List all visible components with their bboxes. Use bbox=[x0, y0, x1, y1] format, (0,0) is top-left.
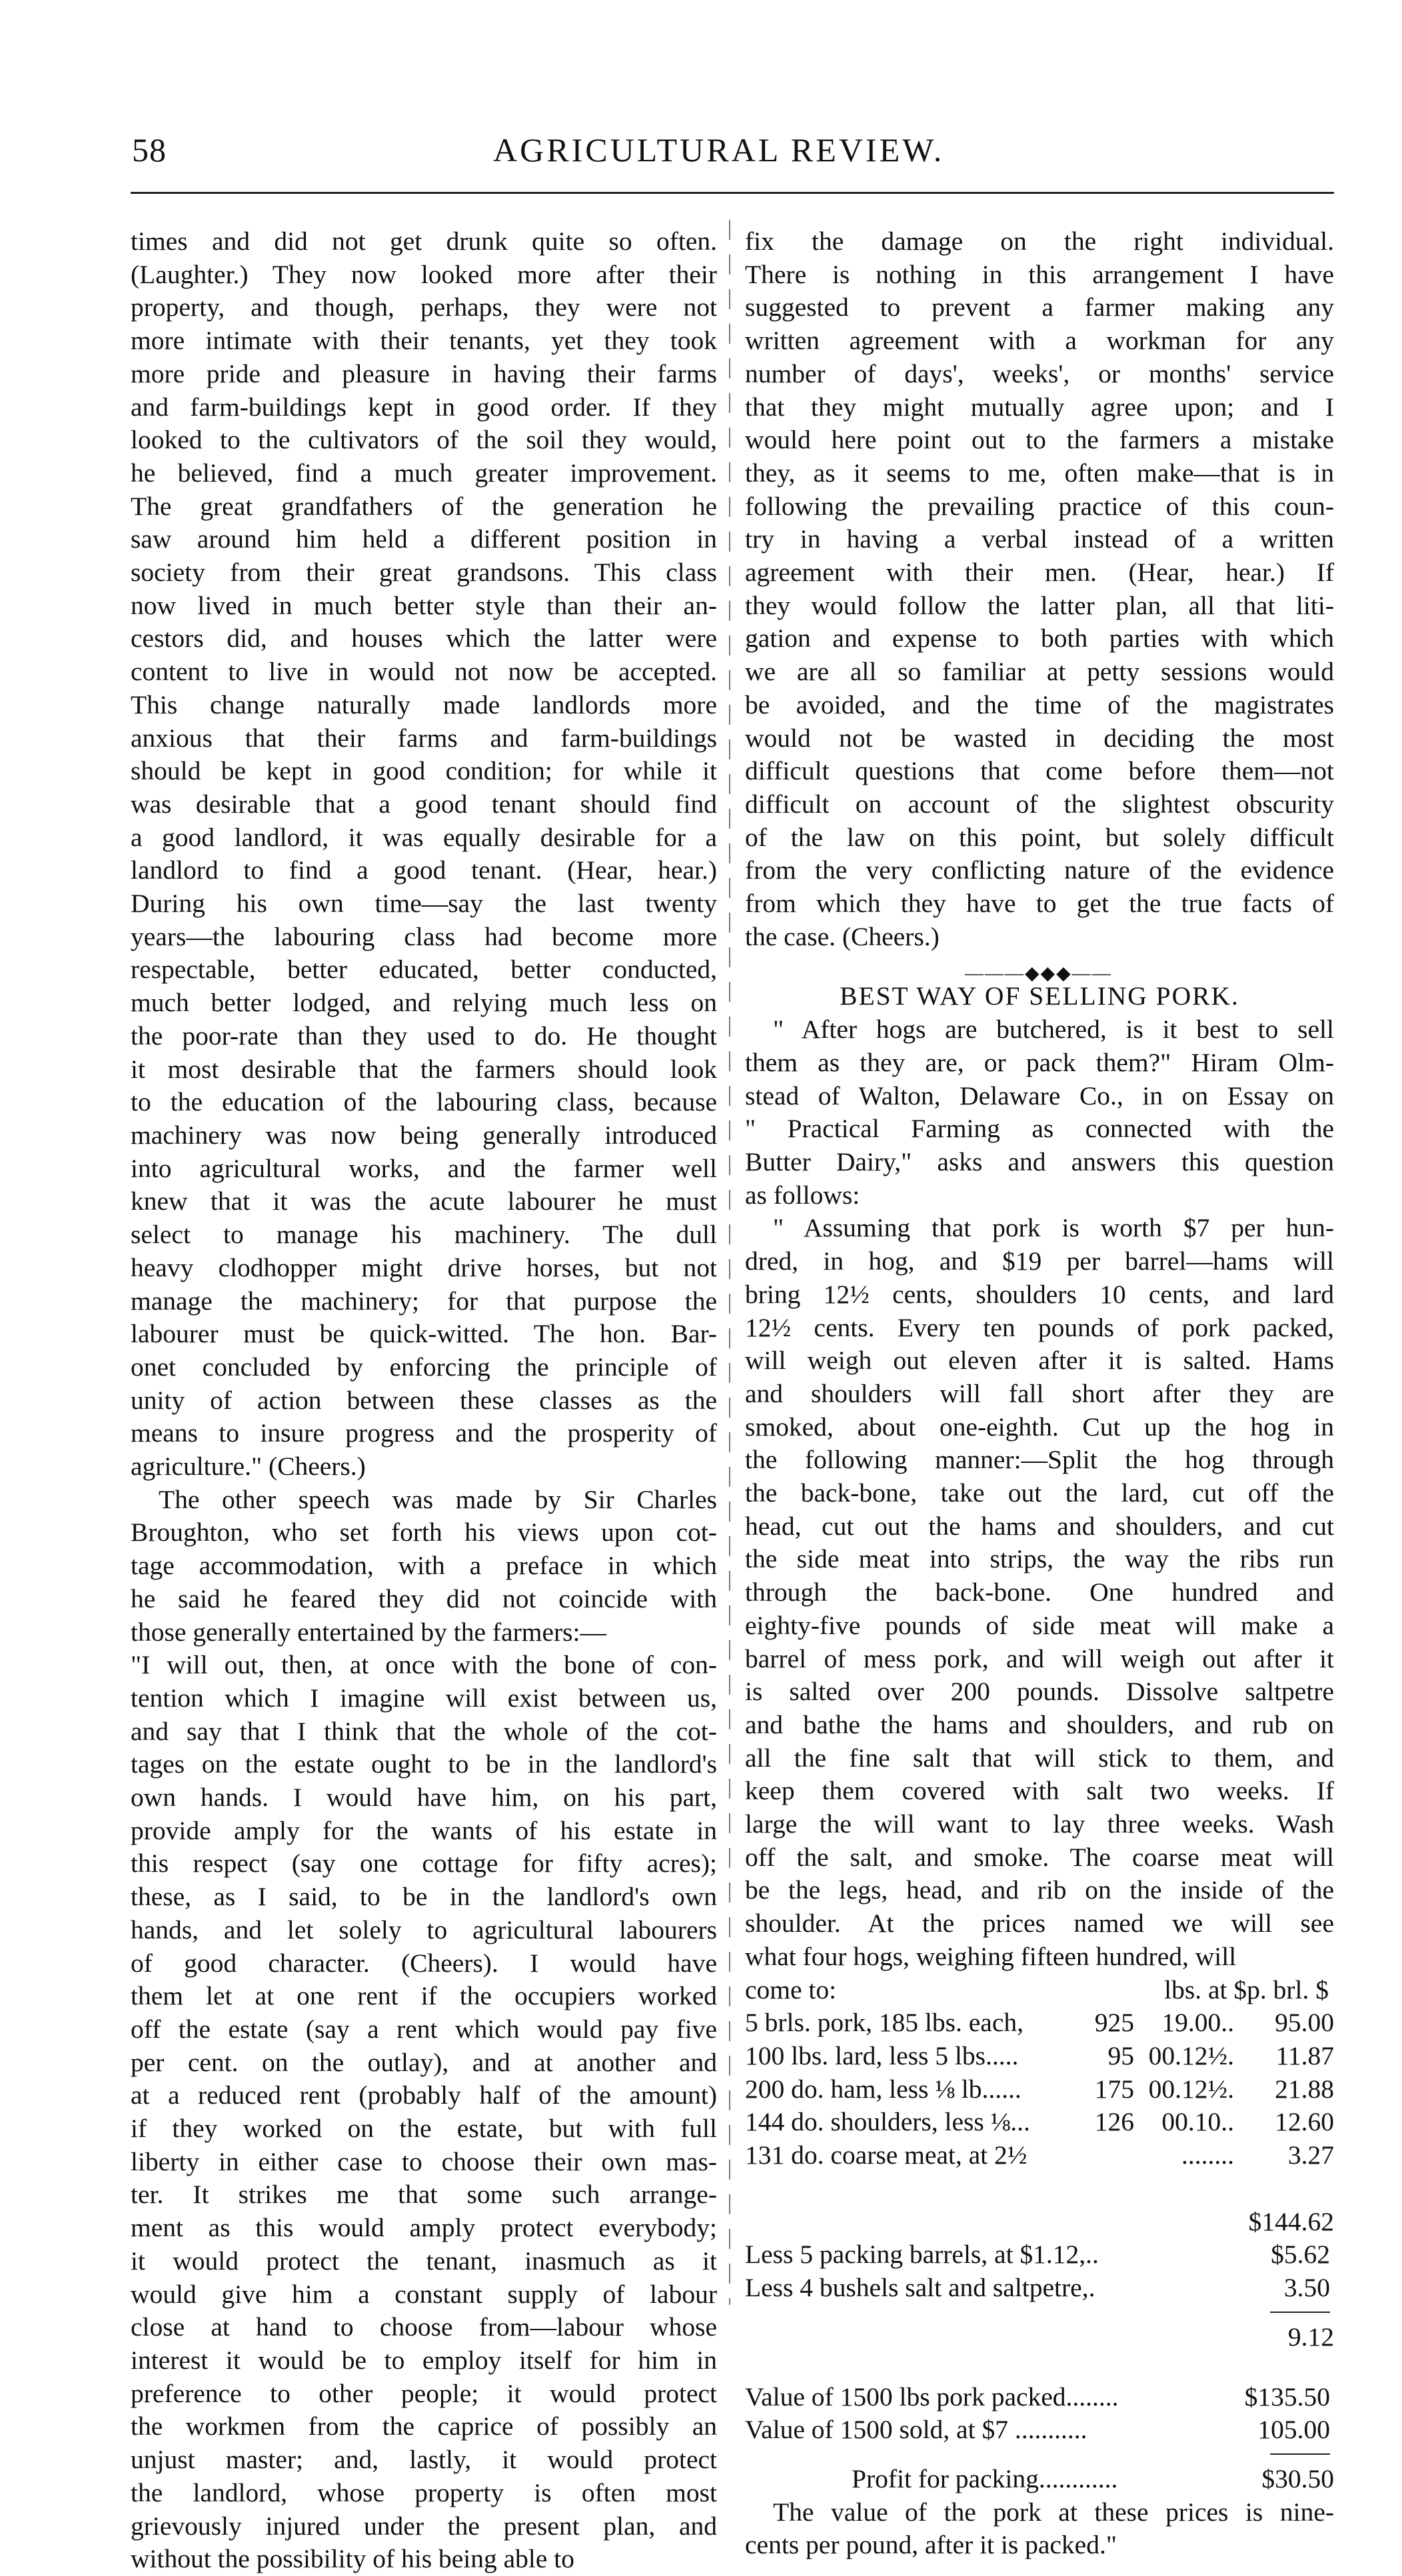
text-line: what four hogs, weighing fifteen hundred, will bbox=[745, 1941, 1237, 1971]
total-rule bbox=[745, 2447, 1334, 2463]
text-line: much better lodged, and relying much less on bbox=[131, 988, 717, 1018]
text-line: The other speech was made by Sir Charles bbox=[159, 1484, 717, 1514]
text-line: the poor-rate than they used to do. He thought bbox=[131, 1021, 717, 1051]
text-line: them as they are, or pack them?" Hiram Olm- bbox=[745, 1047, 1334, 1077]
text-line: looked to the cultivators of the soil they would, bbox=[131, 425, 717, 455]
text-line: "I will out, then, at once with the bone of con- bbox=[131, 1650, 717, 1680]
paragraph bbox=[131, 1649, 717, 2576]
text-line: of good character. (Cheers). I would have bbox=[131, 1948, 717, 1978]
text-line: During his own time—say the last twenty bbox=[131, 889, 717, 919]
table-cell-amount: 95.00 bbox=[1275, 2008, 1334, 2038]
text-line: to the education of the labouring class, because bbox=[131, 1087, 717, 1117]
text-line: of the law on this point, but solely difficult bbox=[745, 822, 1334, 852]
text-line: the back-bone, take out the lard, cut off the bbox=[745, 1478, 1334, 1508]
running-title: AGRICULTURAL REVIEW. bbox=[493, 131, 945, 169]
value-line-amount: 105.00 bbox=[1257, 2415, 1330, 2445]
text-line: off the estate (say a rent which would pay five bbox=[131, 2014, 717, 2044]
text-line: he said he feared they did not coincide with bbox=[131, 1583, 717, 1613]
table-cell-lbs: 95 bbox=[1107, 2040, 1134, 2070]
text-line: through the back-bone. One hundred and bbox=[745, 1577, 1334, 1607]
text-line: society from their great grandsons. This class bbox=[131, 558, 717, 588]
table-cell-lbs: 175 bbox=[1094, 2074, 1134, 2104]
text-line: number of days', weeks', or months' service bbox=[745, 358, 1334, 388]
text-line: preference to other people; it would protect bbox=[131, 2378, 717, 2408]
less-line bbox=[745, 2238, 1334, 2272]
table-row bbox=[745, 2106, 1334, 2139]
text-line: bring 12½ cents, shoulders 10 cents, and lard bbox=[745, 1279, 1334, 1309]
paragraph bbox=[131, 1484, 717, 1649]
text-line: shoulder. At the prices named we will see bbox=[745, 1909, 1334, 1938]
table-cell-desc: 5 brls. pork, 185 lbs. each, bbox=[745, 2008, 1024, 2038]
text-line: he believed, find a much greater improvement. bbox=[131, 458, 717, 488]
paragraph bbox=[745, 225, 1334, 953]
value-line-amount: $135.50 bbox=[1244, 2381, 1330, 2411]
text-line: the workmen from the caprice of possibly an bbox=[131, 2411, 717, 2441]
table-cell-rate: ........ bbox=[1181, 2140, 1234, 2170]
page-number: 58 bbox=[132, 131, 167, 169]
text-line: a good landlord, it was equally desirable for a bbox=[131, 822, 717, 852]
text-line: There is nothing in this arrangement I have bbox=[745, 259, 1334, 289]
text-line: agriculture." (Cheers.) bbox=[131, 1452, 366, 1482]
table-cell-amount: 3.27 bbox=[1287, 2140, 1334, 2170]
text-line: liberty in either case to choose their own mas- bbox=[131, 2146, 717, 2176]
table-cell-rate: 00.10.. bbox=[1161, 2107, 1234, 2137]
table-cell-amount: 11.87 bbox=[1275, 2040, 1334, 2070]
text-line: fix the damage on the right individual. bbox=[745, 226, 1334, 256]
text-line: manage the machinery; for that purpose the bbox=[131, 1286, 717, 1316]
less-line bbox=[745, 2272, 1334, 2305]
right-column bbox=[745, 225, 1334, 2562]
table-cell-desc: 100 lbs. lard, less 5 lbs..... bbox=[745, 2040, 1019, 2070]
text-line: try in having a verbal instead of a written bbox=[745, 524, 1334, 554]
text-line: grievously injured under the present plan, and bbox=[131, 2511, 717, 2541]
table-cell-amount: 12.60 bbox=[1275, 2107, 1334, 2137]
text-line: years—the labouring class had become more bbox=[131, 921, 717, 951]
text-line: (Laughter.) They now looked more after their bbox=[131, 259, 717, 289]
text-line: per cent. on the outlay), and at another and bbox=[131, 2047, 717, 2077]
table-cell-desc: 200 do. ham, less ⅛ lb...... bbox=[745, 2074, 1022, 2104]
text-line: landlord to find a good tenant. (Hear, hear.) bbox=[131, 855, 717, 885]
text-line: property, and though, perhaps, they were not bbox=[131, 292, 717, 322]
subtotal: $144.62 bbox=[1248, 2206, 1334, 2236]
text-line: those generally entertained by the farmers:— bbox=[131, 1617, 607, 1647]
text-line: is salted over 200 pounds. Dissolve saltpetre bbox=[745, 1677, 1334, 1707]
spacer bbox=[745, 2172, 1334, 2206]
text-line: close at hand to choose from—labour whose bbox=[131, 2312, 717, 2342]
text-line: unjust master; and, lastly, it would protect bbox=[131, 2445, 717, 2475]
text-line: The great grandfathers of the generation he bbox=[131, 491, 717, 521]
text-line: barrel of mess pork, and will weigh out after it bbox=[745, 1643, 1334, 1673]
text-line: dred, in hog, and $19 per barrel—hams will bbox=[745, 1246, 1334, 1276]
table-header: lbs. at $p. brl. $ bbox=[1164, 1974, 1329, 2004]
text-line: would give him a constant supply of labour bbox=[131, 2279, 717, 2309]
section-heading: BEST WAY OF SELLING PORK. bbox=[840, 981, 1239, 1011]
text-line: tages on the estate ought to be in the landlord's bbox=[131, 1749, 717, 1779]
text-line: eighty-five pounds of side meat will make a bbox=[745, 1610, 1334, 1640]
table-cell-rate: 00.12½. bbox=[1148, 2040, 1234, 2070]
text-line: the side meat into strips, the way the ribs run bbox=[745, 1544, 1334, 1574]
text-line: hands, and let solely to agricultural labourers bbox=[131, 1915, 717, 1944]
text-line: means to insure progress and the prosperity of bbox=[131, 1418, 717, 1448]
text-line: off the salt, and smoke. The coarse meat will bbox=[745, 1842, 1334, 1872]
text-line: be avoided, and the time of the magistrates bbox=[745, 689, 1334, 719]
text-line: heavy clodhopper might drive horses, but not bbox=[131, 1252, 717, 1282]
come-to-text: come to: bbox=[745, 1974, 837, 2004]
text-line: tention which I imagine will exist between us, bbox=[131, 1683, 717, 1713]
text-line: head, cut out the hams and shoulders, and cut bbox=[745, 1511, 1334, 1541]
text-line: agreement with their men. (Hear, hear.) If bbox=[745, 558, 1334, 588]
text-line: gation and expense to both parties with which bbox=[745, 624, 1334, 653]
table-cell-rate: 19.00.. bbox=[1161, 2008, 1234, 2038]
text-line: knew that it was the acute labourer he must bbox=[131, 1186, 717, 1216]
text-line: provide amply for the wants of his estate in bbox=[131, 1815, 717, 1845]
paragraph bbox=[745, 1212, 1334, 1973]
text-line: Broughton, who set forth his views upon cot- bbox=[131, 1517, 717, 1547]
table-row bbox=[745, 2006, 1334, 2040]
text-line: at a reduced rent (probably half of the amount) bbox=[131, 2080, 717, 2110]
less-line-text: Less 4 bushels salt and saltpetre,. bbox=[745, 2273, 1095, 2303]
text-line: would here point out to the farmers a mistake bbox=[745, 425, 1334, 455]
text-line: following the prevailing practice of this coun- bbox=[745, 491, 1334, 521]
text-line: should be kept in good condition; for while it bbox=[131, 756, 717, 786]
text-line: these, as I said, to be in the landlord's own bbox=[131, 1882, 717, 1912]
text-line: and shoulders will fall short after they are bbox=[745, 1378, 1334, 1408]
less-line-amount: $5.62 bbox=[1271, 2240, 1330, 2270]
text-line: from which they have to get the true facts of bbox=[745, 889, 1334, 919]
text-line: and farm-buildings kept in good order. If they bbox=[131, 392, 717, 422]
table-row bbox=[745, 2139, 1334, 2172]
text-line: saw around him held a different position in bbox=[131, 524, 717, 554]
text-line: was desirable that a good tenant should find bbox=[131, 789, 717, 819]
price-table bbox=[745, 2006, 1334, 2172]
text-line: " Practical Farming as connected with the bbox=[745, 1114, 1334, 1144]
text-line: select to manage his machinery. The dull bbox=[131, 1220, 717, 1250]
text-line: now lived in much better style than their an- bbox=[131, 590, 717, 620]
text-line: more intimate with their tenants, yet they took bbox=[131, 326, 717, 356]
spacer bbox=[745, 2354, 1334, 2381]
text-line: Butter Dairy," asks and answers this question bbox=[745, 1146, 1334, 1176]
text-line: without the possibility of his being able to bbox=[131, 2544, 574, 2574]
text-line: own hands. I would have him, on his part, bbox=[131, 1783, 717, 1813]
header-rule bbox=[131, 192, 1334, 194]
table-cell-lbs bbox=[1081, 2139, 1134, 2172]
text-line: difficult on account of the slightest obscurity bbox=[745, 789, 1334, 819]
table-header-row bbox=[745, 1974, 1334, 2007]
text-line: times and did not get drunk quite so often. bbox=[131, 226, 717, 256]
text-line: This change naturally made landlords more bbox=[131, 689, 717, 719]
text-line: it would protect the tenant, inasmuch as it bbox=[131, 2246, 717, 2276]
text-line: " Assuming that pork is worth $7 per hun- bbox=[773, 1213, 1334, 1243]
text-line: as follows: bbox=[745, 1180, 860, 1210]
text-line: anxious that their farms and farm-buildings bbox=[131, 723, 717, 753]
text-line: all the fine salt that will stick to them, and bbox=[745, 1743, 1334, 1773]
value-line-text: Value of 1500 sold, at $7 ........... bbox=[745, 2415, 1087, 2445]
text-line: from the very conflicting nature of the evidence bbox=[745, 855, 1334, 885]
value-line-text: Value of 1500 lbs pork packed........ bbox=[745, 2381, 1119, 2411]
profit-label: Profit for packing............ bbox=[852, 2464, 1118, 2493]
table-cell-desc: 131 do. coarse meat, at 2½ bbox=[745, 2140, 1028, 2170]
left-column bbox=[131, 225, 717, 2576]
text-line: the landlord, whose property is often most bbox=[131, 2477, 717, 2507]
text-line: will weigh out eleven after it is salted. Hams bbox=[745, 1346, 1334, 1376]
text-line: suggested to prevent a farmer making any bbox=[745, 292, 1334, 322]
table-cell-rate: 00.12½. bbox=[1148, 2074, 1234, 2104]
text-line: onet concluded by enforcing the principle of bbox=[131, 1352, 717, 1382]
text-line: labourer must be quick-witted. The hon. Bar- bbox=[131, 1319, 717, 1349]
profit-amount: $30.50 bbox=[1261, 2464, 1334, 2493]
total-rule bbox=[745, 2305, 1334, 2321]
text-line: and bathe the hams and shoulders, and rub on bbox=[745, 1709, 1334, 1739]
text-line: machinery was now being generally introduced bbox=[131, 1120, 717, 1150]
less-line-text: Less 5 packing barrels, at $1.12,.. bbox=[745, 2240, 1099, 2270]
section-ornament bbox=[745, 953, 1334, 985]
paragraph bbox=[131, 225, 717, 1484]
text-line: The value of the pork at these prices is nine- bbox=[773, 2497, 1334, 2527]
text-line: smoked, about one-eighth. Cut up the hog in bbox=[745, 1412, 1334, 1442]
value-lines bbox=[745, 2381, 1334, 2447]
text-line: they would follow the latter plan, all that liti- bbox=[745, 590, 1334, 620]
text-line: large the will want to lay three weeks. Wash bbox=[745, 1809, 1334, 1839]
paragraph bbox=[745, 1013, 1334, 1212]
profit-row bbox=[745, 2463, 1334, 2496]
text-line: and say that I think that the whole of the cot- bbox=[131, 1716, 717, 1746]
value-line bbox=[745, 2413, 1334, 2447]
text-line: they, as it seems to me, often make—that is in bbox=[745, 458, 1334, 488]
text-line: that they might mutually agree upon; and I bbox=[745, 392, 1334, 422]
column-divider bbox=[729, 220, 730, 2305]
text-line: cents per pound, after it is packed." bbox=[745, 2530, 1117, 2560]
text-line: content to live in would not now be accepted. bbox=[131, 657, 717, 687]
text-line: it most desirable that the farmers should look bbox=[131, 1054, 717, 1084]
text-line: written agreement with a workman for any bbox=[745, 326, 1334, 356]
table-cell-amount: 21.88 bbox=[1275, 2074, 1334, 2104]
text-line: be the legs, head, and rib on the inside of the bbox=[745, 1875, 1334, 1905]
paragraph bbox=[745, 2496, 1334, 2562]
text-line: tage accommodation, with a preface in which bbox=[131, 1551, 717, 1581]
text-line: would not be wasted in deciding the most bbox=[745, 723, 1334, 753]
text-line: interest it would be to employ itself for him in bbox=[131, 2346, 717, 2375]
text-line: them let at one rent if the occupiers worked bbox=[131, 1981, 717, 2011]
less-lines bbox=[745, 2238, 1334, 2304]
table-row bbox=[745, 2040, 1334, 2073]
text-line: this respect (say one cottage for fifty acres); bbox=[131, 1849, 717, 1879]
ornament-glyphs: ———◆◆◆—— bbox=[965, 963, 1112, 985]
text-line: the following manner:—Split the hog through bbox=[745, 1445, 1334, 1475]
text-line: cestors did, and houses which the latter were bbox=[131, 624, 717, 653]
text-line: more pride and pleasure in having their farms bbox=[131, 358, 717, 388]
text-line: ment as this would amply protect everybody; bbox=[131, 2213, 717, 2243]
table-cell-lbs: 126 bbox=[1094, 2107, 1134, 2137]
table-cell-lbs: 925 bbox=[1094, 2008, 1134, 2038]
table-row bbox=[745, 2073, 1334, 2106]
text-line: ter. It strikes me that some such arrange- bbox=[131, 2180, 717, 2210]
text-line: stead of Walton, Delaware Co., in on Essay on bbox=[745, 1080, 1334, 1110]
text-line: 12½ cents. Every ten pounds of pork packed, bbox=[745, 1312, 1334, 1342]
text-line: respectable, better educated, better conducted, bbox=[131, 955, 717, 985]
less-line-amount: 3.50 bbox=[1283, 2273, 1330, 2303]
value-line bbox=[745, 2381, 1334, 2414]
text-line: into agricultural works, and the farmer well bbox=[131, 1153, 717, 1183]
text-line: keep them covered with salt two weeks. If bbox=[745, 1776, 1334, 1806]
less-total: 9.12 bbox=[1287, 2322, 1334, 2352]
table-cell-desc: 144 do. shoulders, less ⅛... bbox=[745, 2107, 1030, 2137]
text-line: " After hogs are butchered, is it best to sell bbox=[773, 1015, 1334, 1045]
text-line: difficult questions that come before them—not bbox=[745, 756, 1334, 786]
text-line: if they worked on the estate, but with full bbox=[131, 2114, 717, 2144]
text-line: the case. (Cheers.) bbox=[745, 921, 940, 951]
text-line: we are all so familiar at petty sessions would bbox=[745, 657, 1334, 687]
text-line: unity of action between these classes as the bbox=[131, 1385, 717, 1415]
